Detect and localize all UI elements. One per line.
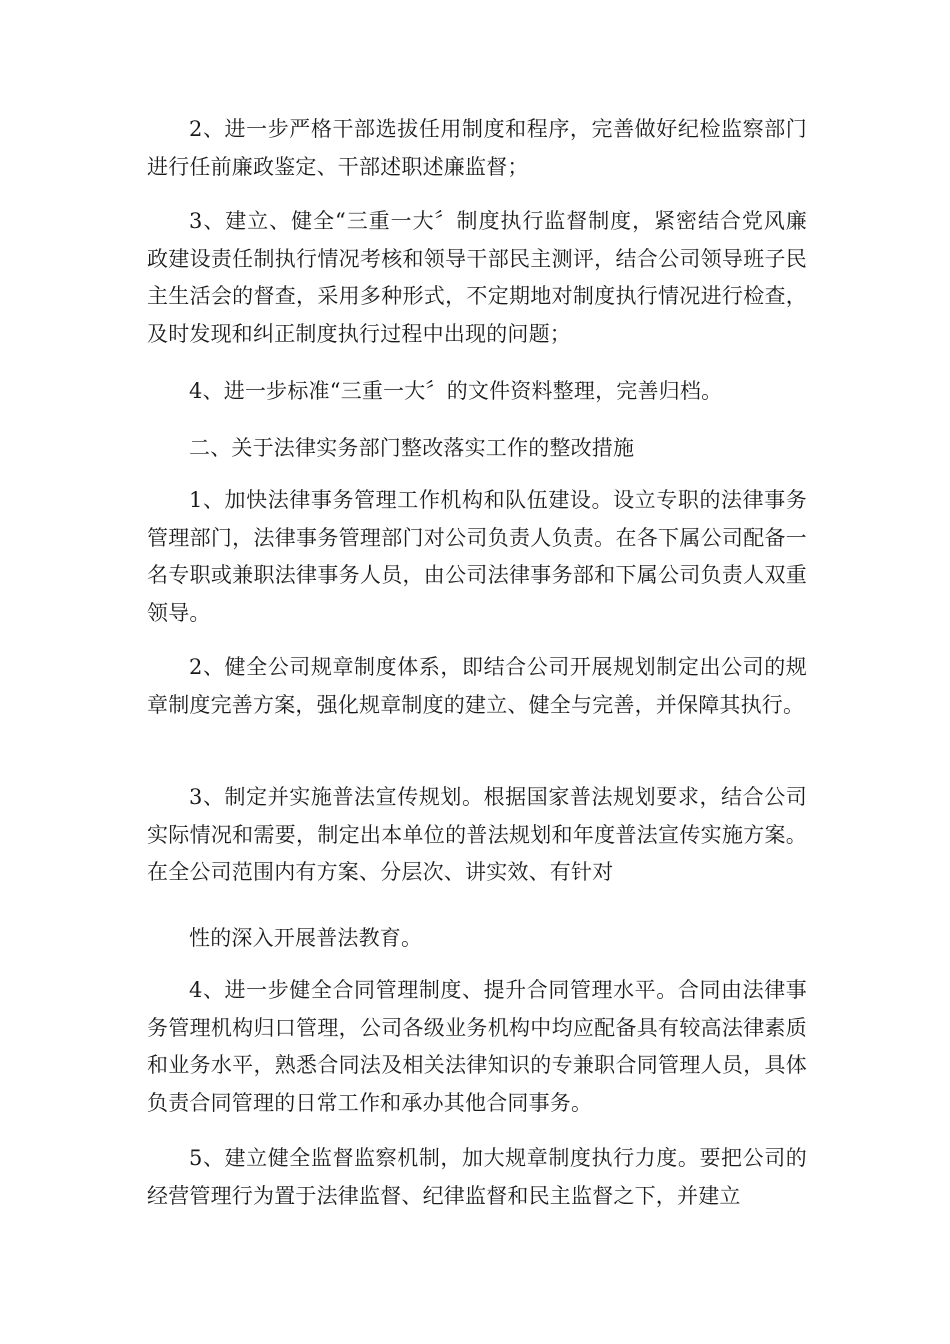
paragraph-legal-affairs-staffing: 1、加快法律事务管理工作机构和队伍建设。设立专职的法律事务管理部门，法律事务管理部门对公司负责人负责。在各下属公司配备一名专职或兼职法律事务人员，由公司法律事务部和下属公司负责人双重领导。	[147, 488, 807, 625]
paragraph-legal-education-continued: 性的深入开展普法教育。	[189, 926, 423, 950]
paragraph-legal-publicity-plan: 3、制定并实施普法宣传规划。根据国家普法规划要求，结合公司实际情况和需要，制定出本单位的普法规划和年度普法宣传实施方案。在全公司范围内有方案、分层次、讲实效、有针对	[147, 785, 807, 884]
paragraph-three-major-one-large-supervision: 3、建立、健全“三重一大〞制度执行监督制度，紧密结合党风廉政建设责任制执行情况考核和领导干部民主测评，结合公司领导班子民主生活会的督查，采用多种形式，不定期地对制度执行情况进行检查，及时发现和纠正制度执行过程中出现的问题；	[147, 209, 807, 346]
paragraph-document-archiving: 4、进一步标准“三重一大〞的文件资料整理，完善归档。	[189, 379, 723, 403]
paragraph-supervision-mechanism: 5、建立健全监督监察机制，加大规章制度执行力度。要把公司的经营管理行为置于法律监督、纪律监督和民主监督之下，并建立	[147, 1146, 807, 1208]
paragraph-rules-system: 2、健全公司规章制度体系，即结合公司开展规划制定出公司的规章制度完善方案，强化规章制度的建立、健全与完善，并保障其执行。	[147, 655, 807, 717]
paragraph-contract-management: 4、进一步健全合同管理制度、提升合同管理水平。合同由法律事务管理机构归口管理，公司各级业务机构中均应配备具有较高法律素质和业务水平，熟悉合同法及相关法律知识的专兼职合同管理人员，具体负责合同管理的日常工作和承办其他合同事务。	[147, 978, 807, 1115]
section-heading-legal-affairs: 二、关于法律实务部门整改落实工作的整改措施	[189, 436, 635, 460]
paragraph-cadre-selection: 2、进一步严格干部选拔任用制度和程序，完善做好纪检监察部门进行任前廉政鉴定、干部述职述廉监督；	[147, 117, 807, 179]
